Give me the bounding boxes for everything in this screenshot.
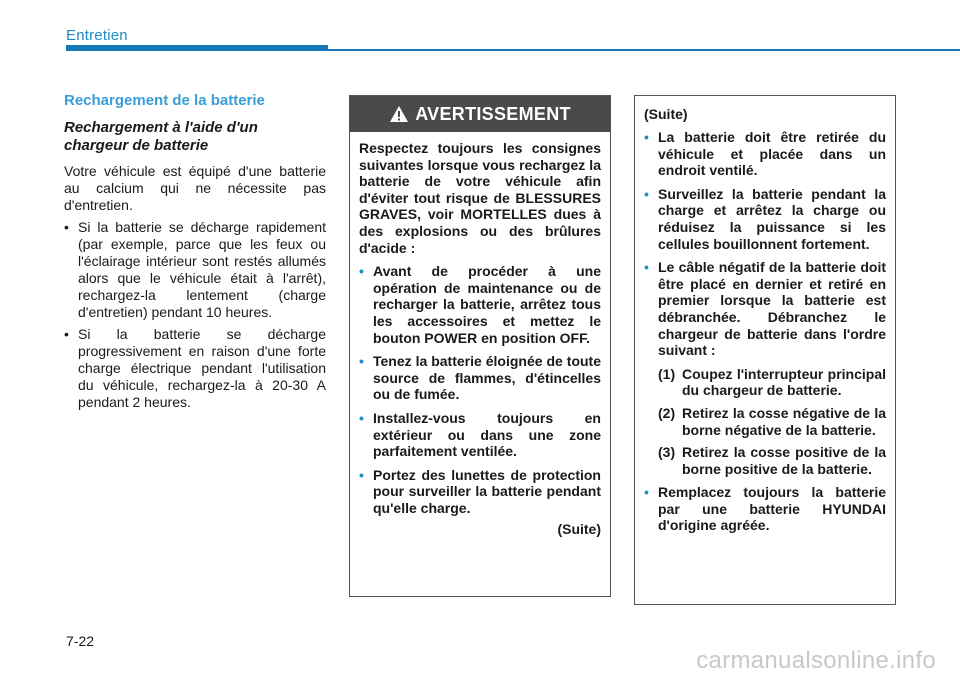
page-number: 7-22	[66, 633, 95, 649]
step-number: (3)	[658, 444, 676, 461]
warning-continued-box	[634, 95, 896, 605]
continued-marker: (Suite)	[557, 521, 601, 538]
list-item: • Remplacez toujours la batterie par une batterie HYUNDAI d'origine agréée.	[644, 484, 886, 534]
continued-bullet-list	[644, 129, 886, 534]
list-item: • Si la batterie se décharge rapidement (par exemple, parce que les feux ou l'éclairage intérieur sont restés allumés alors que le véhicule était à l'arrêt), rechargez-la lentement (charge d'entretien) pendant 10 heures.	[64, 219, 326, 321]
list-item: • Si la batterie se décharge progressivement en raison d'une forte charge électrique pendant l'utilisation du véhicule, rechargez-la à 20-30 A pendant 2 heures.	[64, 326, 326, 411]
intro-paragraph: Votre véhicule est équipé d'une batterie au calcium qui ne nécessite pas d'entretien.	[64, 163, 326, 213]
section-title: Rechargement de la batterie	[64, 92, 265, 109]
step-item	[658, 405, 886, 438]
warning-bullet-list	[359, 263, 601, 516]
section-header: Entretien	[66, 27, 128, 44]
step-text: Retirez la cosse négative de la borne négative de la batterie.	[682, 404, 886, 438]
step-number: (1)	[658, 365, 676, 382]
list-item: • Avant de procéder à une opération de maintenance ou de recharger la batterie, arrêtez tous les accessoires et mettez le bouton POWER en position OFF.	[359, 263, 601, 346]
list-item: • Tenez la batterie éloignée de toute source de flammes, d'étincelles ou de fumée.	[359, 353, 601, 403]
warning-triangle-icon	[389, 105, 409, 123]
warning-box	[349, 95, 611, 597]
left-bullet-list	[64, 219, 326, 411]
list-item: • Installez-vous toujours en extérieur ou dans une zone parfaitement ventilée.	[359, 410, 601, 460]
step-number: (2)	[658, 404, 676, 421]
warning-intro: Respectez toujours les consignes suivantes lorsque vous rechargez la batterie de votre véhicule afin d'éviter tout risque de BLESSURES GRAVES, voir MORTELLES dues à des explosions ou des brûlures d'acide :	[359, 140, 601, 256]
list-item: • La batterie doit être retirée du véhicule et placée dans un endroit ventilé.	[644, 129, 886, 179]
list-item: • Surveillez la batterie pendant la charge et arrêtez la charge ou réduisez la puissance si les cellules bouillonnent fortement.	[644, 186, 886, 252]
warning-header	[350, 96, 610, 132]
watermark: carmanualsonline.info	[696, 647, 936, 674]
step-item	[658, 366, 886, 399]
list-item	[644, 259, 886, 477]
warning-title: AVERTISSEMENT	[415, 103, 571, 124]
left-column	[64, 92, 326, 416]
step-text: Coupez l'interrupteur principal du chargeur de batterie.	[682, 365, 886, 399]
subsection-title: Rechargement à l'aide d'un chargeur de batterie	[64, 119, 258, 154]
list-item: • Portez des lunettes de protection pour surveiller la batterie pendant qu'elle charge.	[359, 467, 601, 517]
header-rule-thick	[66, 45, 328, 51]
list-item-text: Le câble négatif de la batterie doit être placé en dernier et retiré en premier lorsque la batterie est débranchée. Débranchez le chargeur de batterie dans l'ordre suivant :	[658, 259, 886, 359]
continued-label: (Suite)	[644, 106, 688, 122]
warning-continued-content	[635, 96, 895, 534]
numbered-steps	[658, 366, 886, 478]
header-rule-thin	[328, 49, 960, 51]
step-text: Retirez la cosse positive de la borne positive de la batterie.	[682, 444, 886, 477]
step-item	[658, 444, 886, 477]
warning-content	[350, 132, 610, 537]
